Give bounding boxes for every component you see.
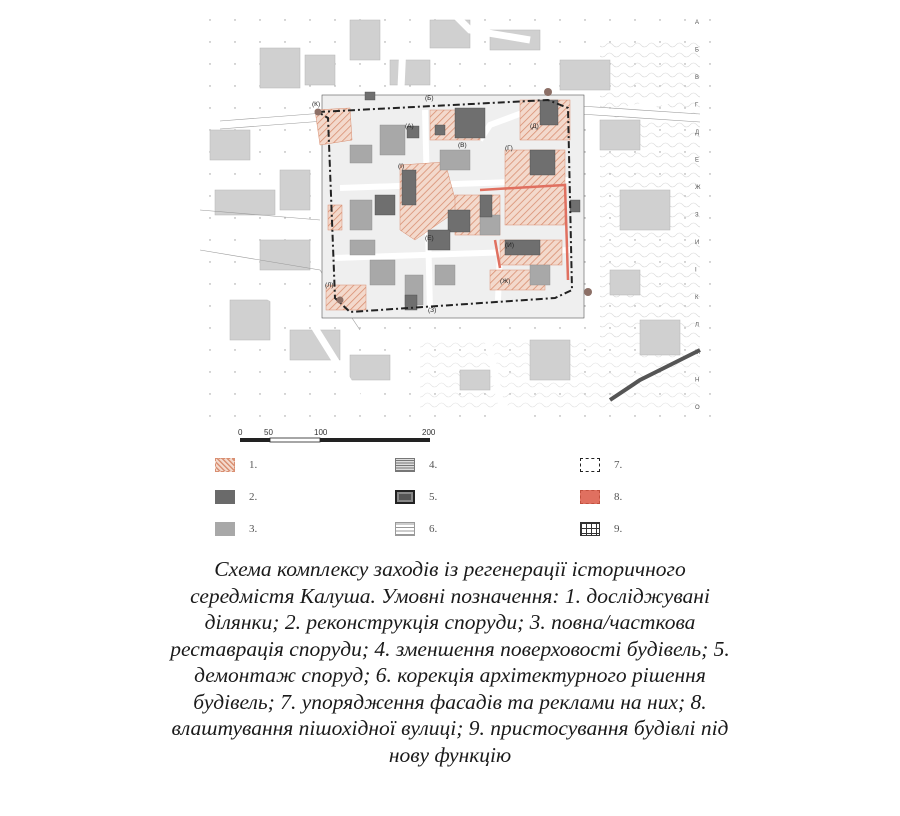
zone-label: (І) bbox=[398, 163, 405, 170]
legend-number: 7. bbox=[614, 459, 623, 471]
legend-number: 9. bbox=[614, 523, 623, 535]
zone-label: (Б) bbox=[425, 95, 434, 102]
grid-row-letter: Г bbox=[695, 102, 699, 109]
zone-label: (А) bbox=[405, 123, 414, 130]
legend-item bbox=[215, 522, 257, 536]
grid-row-letter: Ж bbox=[695, 185, 701, 191]
legend-number: 8. bbox=[614, 491, 623, 503]
caption-line: нову функцію bbox=[388, 742, 512, 767]
legend-swatch bbox=[580, 522, 600, 536]
scale-tick-label: 0 bbox=[238, 428, 243, 437]
figure-caption bbox=[110, 556, 790, 768]
legend-swatch bbox=[395, 490, 415, 504]
grid-row-letter: Б bbox=[695, 47, 699, 54]
town-center-plan-map bbox=[200, 0, 720, 430]
caption-line: ділянки; 2. реконструкція споруди; 3. повна/часткова bbox=[204, 610, 696, 634]
zone-label: (Л) bbox=[325, 282, 334, 289]
legend-number: 5. bbox=[429, 491, 438, 503]
scale-tick-label: 50 bbox=[264, 428, 273, 437]
grid-row-letter: А bbox=[695, 20, 700, 26]
legend-number: 1. bbox=[249, 459, 258, 471]
legend-swatch bbox=[215, 522, 235, 536]
zone-label: (В) bbox=[458, 142, 467, 149]
scale-bar bbox=[230, 426, 440, 446]
grid-row-letter: З bbox=[695, 212, 699, 219]
legend-item bbox=[580, 458, 622, 472]
legend-number: 3. bbox=[249, 523, 258, 535]
zone-label: (К) bbox=[312, 101, 321, 108]
legend-number: 4. bbox=[429, 459, 438, 471]
legend-item bbox=[395, 490, 437, 504]
scale-tick-label: 200 bbox=[422, 428, 436, 437]
legend-swatch bbox=[580, 458, 600, 472]
legend-number: 2. bbox=[249, 491, 258, 503]
caption-line: середмістя Калуша. Умовні позначення: 1. досліджувані bbox=[190, 583, 710, 608]
grid-row-letter: К bbox=[695, 295, 699, 301]
legend-number: 6. bbox=[429, 523, 438, 535]
caption-line: Схема комплексу заходів із регенерації історичного bbox=[214, 557, 686, 581]
zone-label: (З) bbox=[428, 307, 437, 314]
legend-item bbox=[395, 458, 437, 472]
legend-item bbox=[215, 490, 257, 504]
grid-row-letter: И bbox=[695, 240, 700, 246]
legend-item bbox=[580, 522, 622, 536]
grid-row-letter: Н bbox=[695, 377, 700, 384]
legend-swatch bbox=[395, 458, 415, 472]
caption-line: демонтаж споруд; 6. корекція архітектурного рішення bbox=[194, 663, 706, 687]
grid-row-letter: Л bbox=[695, 322, 699, 329]
legend-swatch bbox=[215, 458, 235, 472]
legend-item bbox=[580, 490, 622, 504]
zone-label: (Д) bbox=[530, 123, 539, 130]
caption-line: реставрація споруди; 4. зменшення поверховості будівель; 5. bbox=[170, 636, 730, 661]
caption-line: будівель; 7. упорядження фасадів та реклами на них; 8. bbox=[193, 689, 707, 714]
grid-row-letter: Д bbox=[695, 130, 700, 136]
zone-label: (Е) bbox=[425, 235, 434, 242]
scale-tick-label: 100 bbox=[314, 428, 328, 437]
grid-row-letter: І bbox=[695, 267, 697, 274]
grid-row-letter: Е bbox=[695, 157, 700, 164]
legend-swatch bbox=[395, 522, 415, 536]
caption-line: влаштування пішохідної вулиці; 9. пристосування будівлі під bbox=[171, 716, 729, 740]
grid-row-letter: М bbox=[695, 350, 700, 356]
grid-row-letter: О bbox=[695, 405, 700, 411]
zone-label: (Ж) bbox=[500, 278, 511, 285]
legend-swatch bbox=[580, 490, 600, 504]
legend-swatch bbox=[215, 490, 235, 504]
legend-item bbox=[395, 522, 437, 536]
zone-label: (Г) bbox=[505, 145, 513, 152]
grid-row-letter: В bbox=[695, 75, 700, 81]
map-legend bbox=[0, 448, 900, 548]
zone-label: (И) bbox=[505, 242, 515, 249]
legend-item bbox=[215, 458, 257, 472]
